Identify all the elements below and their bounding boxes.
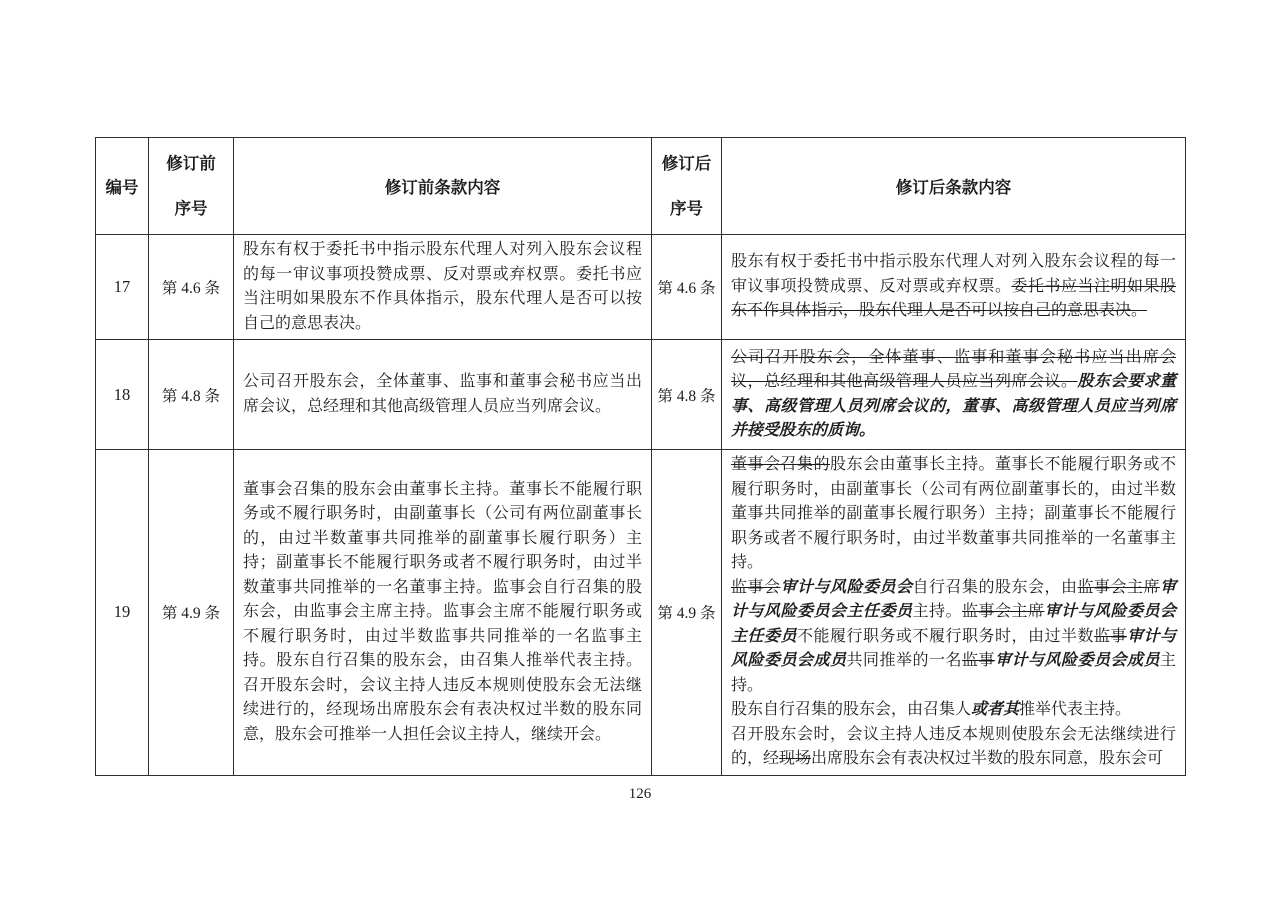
before-no-cell: 第 4.6 条 bbox=[149, 235, 234, 340]
deleted-text-run: 公司召开股东会，全体董事、监事和董事会秘书应当出席会议，总经理和其他高级管理人员应当列席会议。 bbox=[731, 348, 1176, 390]
text-run: 股东有权于委托书中指示股东代理人对列入股东会议程的每一审议事项投赞成票、反对票或弃权票。委托书应当注明如果股东不作具体指示，股东代理人是否可以按自己的意思表决。 bbox=[243, 241, 642, 332]
deleted-text-run: 委托书应当注明如果股东不作具体指示，股东代理人是否可以按自己的意思表决。 bbox=[731, 277, 1176, 320]
after-no-cell: 第 4.6 条 bbox=[652, 235, 722, 340]
table-row bbox=[96, 340, 1186, 450]
text-run: 公司召开股东会，全体董事、监事和董事会秘书应当出席会议，总经理和其他高级管理人员应当列席会议。 bbox=[243, 373, 642, 415]
before-no-cell: 第 4.9 条 bbox=[149, 450, 234, 776]
paragraph bbox=[243, 478, 642, 748]
text-run: 召开股东会时，会议主持人违反本规则使股东会无法继续进行的，经 bbox=[731, 725, 1176, 767]
paragraph bbox=[731, 576, 1176, 699]
deleted-text-run: 监事会 bbox=[731, 578, 781, 596]
deleted-text-run: 监事 bbox=[961, 652, 995, 669]
table-header bbox=[96, 138, 1186, 235]
text-run: 出席股东会有表决权过半数的股东同意，股东会可 bbox=[811, 750, 1164, 767]
after-content-cell bbox=[722, 235, 1186, 340]
text-run: 董事会召集的股东会由董事长主持。董事长不能履行职务或不履行职务时，由副董事长（公司有两位副董事长的，由过半数董事共同推举的副董事长履行职务）主持；副董事长不能履行职务或者不履行职务时，由过半数董事共同推举的一名董事主持。监事会自行召集的股东会，由监事会主席主持。监事会主席不能履行职务或不履行职务时，由过半数监事共同推举的一名监事主持。股东自行召集的股东会，由召集人推举代表主持。召开股东会时，会议主持人违反本规则使股东会无法继续进行的，经现场出席股东会有表决权过半数的股东同意，股东会可推举一人担任会议主持人，继续开会。 bbox=[243, 480, 642, 743]
text-run: 共同推举的一名 bbox=[846, 652, 962, 669]
table-row bbox=[96, 450, 1186, 776]
inserted-text-run: 审计与风险委员会主任委员 bbox=[731, 578, 1176, 620]
col-header-after-no-line2: 序号 bbox=[670, 199, 703, 218]
col-header-before-content: 修订前条款内容 bbox=[234, 138, 652, 235]
revision-table-body bbox=[96, 235, 1186, 776]
col-header-after-no-line1: 修订后 bbox=[661, 154, 712, 173]
text-run: 主持。 bbox=[731, 652, 1176, 694]
paragraph bbox=[731, 698, 1176, 723]
paragraph bbox=[243, 238, 642, 336]
deleted-text-run: 现场 bbox=[779, 750, 812, 767]
deleted-text-run: 监事会主席 bbox=[1077, 578, 1160, 596]
col-header-after-no bbox=[652, 138, 722, 235]
paragraph bbox=[731, 453, 1176, 576]
inserted-text-run: 审计与风险委员会主任委员 bbox=[731, 603, 1176, 645]
paragraph bbox=[731, 723, 1176, 772]
header-row bbox=[96, 138, 1186, 235]
row-number-cell: 18 bbox=[96, 340, 149, 450]
table-row bbox=[96, 235, 1186, 340]
col-header-number: 编号 bbox=[96, 138, 149, 235]
deleted-text-run: 监事 bbox=[1093, 627, 1127, 645]
after-content-cell bbox=[722, 450, 1186, 776]
text-run: 推举代表主持。 bbox=[1019, 701, 1132, 718]
after-no-cell: 第 4.8 条 bbox=[652, 340, 722, 450]
inserted-text-run: 或者其 bbox=[971, 701, 1020, 718]
before-no-cell: 第 4.8 条 bbox=[149, 340, 234, 450]
col-header-after-content: 修订后条款内容 bbox=[722, 138, 1186, 235]
text-run: 股东自行召集的股东会，由召集人 bbox=[731, 701, 972, 718]
inserted-text-run: 审计与风险委员会成员 bbox=[994, 652, 1160, 669]
deleted-text-run: 监事会主席 bbox=[961, 603, 1045, 620]
paragraph bbox=[731, 250, 1176, 324]
paragraph bbox=[731, 346, 1176, 444]
inserted-text-run: 审计与风险委员会成员 bbox=[731, 627, 1176, 669]
text-run: 股东会由董事长主持。董事长不能履行职务或不履行职务时，由副董事长（公司有两位副董事长的，由过半数董事共同推举的副董事长履行职务）主持；副董事长不能履行职务或者不履行职务时，由过半数董事共同推举的一名董事主持。 bbox=[731, 456, 1176, 571]
row-number-cell: 19 bbox=[96, 450, 149, 776]
text-run: 股东有权于委托书中指示股东代理人对列入股东会议程的每一审议事项投赞成票、反对票或弃权票。 bbox=[731, 253, 1176, 295]
deleted-text-run: 董事会召集的 bbox=[731, 456, 830, 473]
col-header-before-no bbox=[149, 138, 234, 235]
paragraph bbox=[243, 370, 642, 419]
row-number-cell: 17 bbox=[96, 235, 149, 340]
text-run: 主持。 bbox=[912, 603, 962, 620]
inserted-text-run: 股东会要求董事、高级管理人员列席会议的，董事、高级管理人员应当列席并接受股东的质询。 bbox=[731, 373, 1176, 439]
after-content-cell bbox=[722, 340, 1186, 450]
page-number: 126 bbox=[628, 786, 652, 802]
before-content-cell bbox=[234, 235, 652, 340]
col-header-before-no-line2: 序号 bbox=[174, 199, 208, 218]
col-header-before-no-line1: 修订前 bbox=[166, 154, 216, 173]
text-run: 不能履行职务或不履行职务时，由过半数 bbox=[797, 627, 1094, 645]
inserted-text-run: 审计与风险委员会 bbox=[780, 578, 913, 596]
before-content-cell bbox=[234, 340, 652, 450]
after-no-cell: 第 4.9 条 bbox=[652, 450, 722, 776]
before-content-cell bbox=[234, 450, 652, 776]
revision-comparison-table bbox=[95, 137, 1186, 776]
text-run: 自行召集的股东会，由 bbox=[912, 578, 1078, 596]
